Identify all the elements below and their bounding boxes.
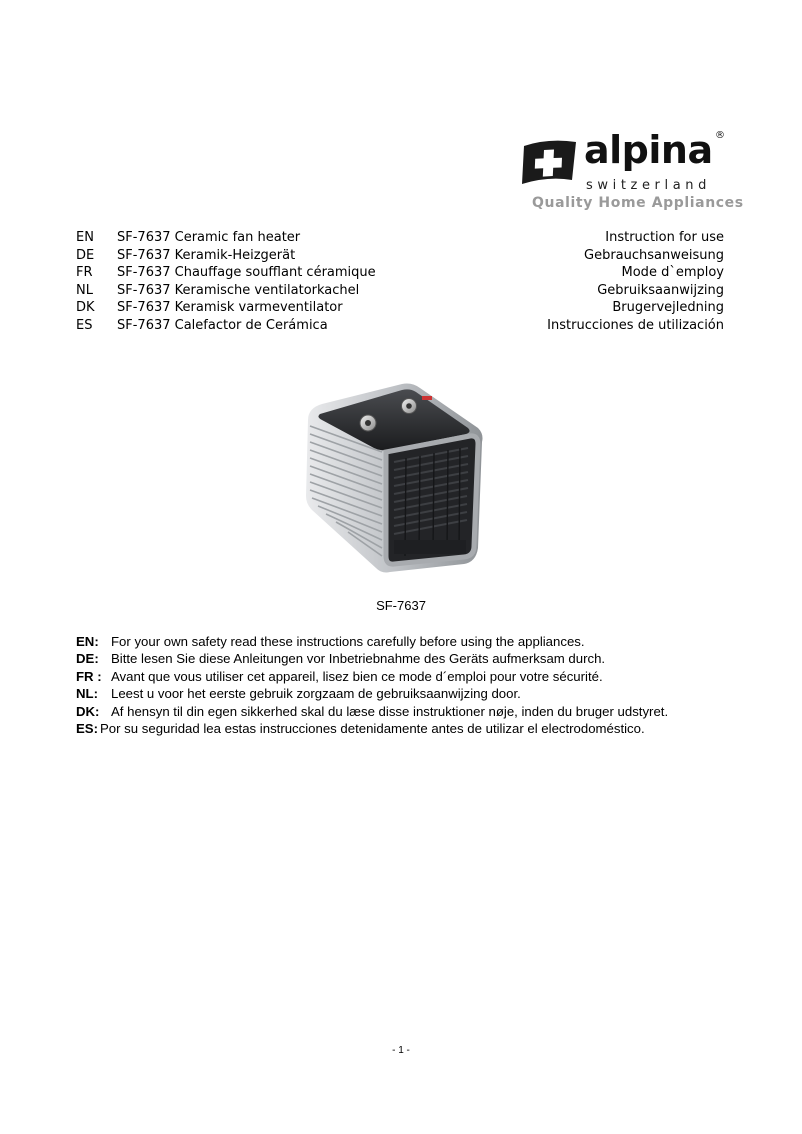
- title-row: [76, 264, 724, 282]
- language-code: EN: [76, 230, 94, 245]
- brand-name: alpina: [584, 128, 713, 172]
- instruction-label: Brugervejledning: [612, 300, 724, 315]
- product-title: SF-7637 Keramisk varmeventilator: [117, 300, 343, 315]
- product-title: SF-7637 Keramische ventilatorkachel: [117, 282, 360, 298]
- product-title: SF-7637 Keramik-Heizgerät: [117, 247, 296, 263]
- swiss-cross-flag-icon: [518, 136, 580, 188]
- product-title: SF-7637 Chauffage soufflant céramique: [117, 265, 376, 280]
- product-title: SF-7637 Ceramic fan heater: [117, 230, 301, 245]
- title-row: [76, 299, 724, 317]
- title-row: [76, 317, 724, 335]
- safety-text: Bitte lesen Sie diese Anleitungen vor Inbetriebnahme des Geräts aufmerksam durch.: [111, 651, 606, 667]
- instruction-label: Mode d`employ: [621, 265, 724, 280]
- title-row: [76, 282, 724, 300]
- instruction-label: Instruction for use: [605, 230, 724, 245]
- language-code: ES:: [76, 720, 98, 736]
- safety-notice: [76, 633, 756, 650]
- language-code: FR :: [76, 668, 102, 684]
- safety-notice-list: [76, 633, 756, 737]
- language-code: NL: [76, 282, 93, 298]
- language-code: DE: [76, 247, 95, 263]
- registered-mark: ®: [715, 130, 725, 141]
- brand-logo: [516, 128, 744, 214]
- instruction-label: Gebrauchsanweisung: [584, 247, 724, 263]
- language-code: DE:: [76, 651, 99, 667]
- safety-text: Por su seguridad lea estas instrucciones detenidamente antes de utilizar el electrodoméstico.: [100, 720, 645, 736]
- safety-notice: [76, 685, 756, 702]
- ceramic-fan-heater-image: [302, 378, 510, 574]
- product-caption: SF-7637: [376, 598, 426, 613]
- safety-text: For your own safety read these instructions carefully before using the appliances.: [111, 634, 585, 649]
- product-title: SF-7637 Calefactor de Cerámica: [117, 317, 328, 333]
- brand-subtitle: switzerland: [586, 178, 711, 193]
- safety-text: Leest u voor het eerste gebruik zorgzaam de gebruiksaanwijzing door.: [111, 686, 521, 702]
- language-code: DK:: [76, 703, 100, 719]
- safety-text: Af hensyn til din egen sikkerhed skal du læse disse instruktioner nøje, inden du bruger udstyret.: [111, 703, 669, 719]
- language-code: NL:: [76, 686, 98, 702]
- brand-tagline: Quality Home Appliances: [532, 195, 744, 211]
- safety-notice: [76, 720, 756, 737]
- safety-notice: [76, 668, 756, 685]
- language-code: EN:: [76, 634, 99, 649]
- title-list: [76, 229, 724, 334]
- safety-notice: [76, 703, 756, 720]
- language-code: DK: [76, 300, 95, 315]
- title-row: [76, 247, 724, 265]
- safety-notice: [76, 650, 756, 667]
- language-code: FR: [76, 265, 93, 280]
- safety-text: Avant que vous utiliser cet appareil, lisez bien ce mode d´emploi pour votre sécurité.: [111, 668, 603, 684]
- instruction-label: Gebruiksaanwijzing: [597, 282, 724, 298]
- instruction-label: Instrucciones de utilización: [547, 317, 724, 333]
- language-code: ES: [76, 317, 93, 333]
- page-number: - 1 -: [392, 1045, 410, 1056]
- title-row: [76, 229, 724, 247]
